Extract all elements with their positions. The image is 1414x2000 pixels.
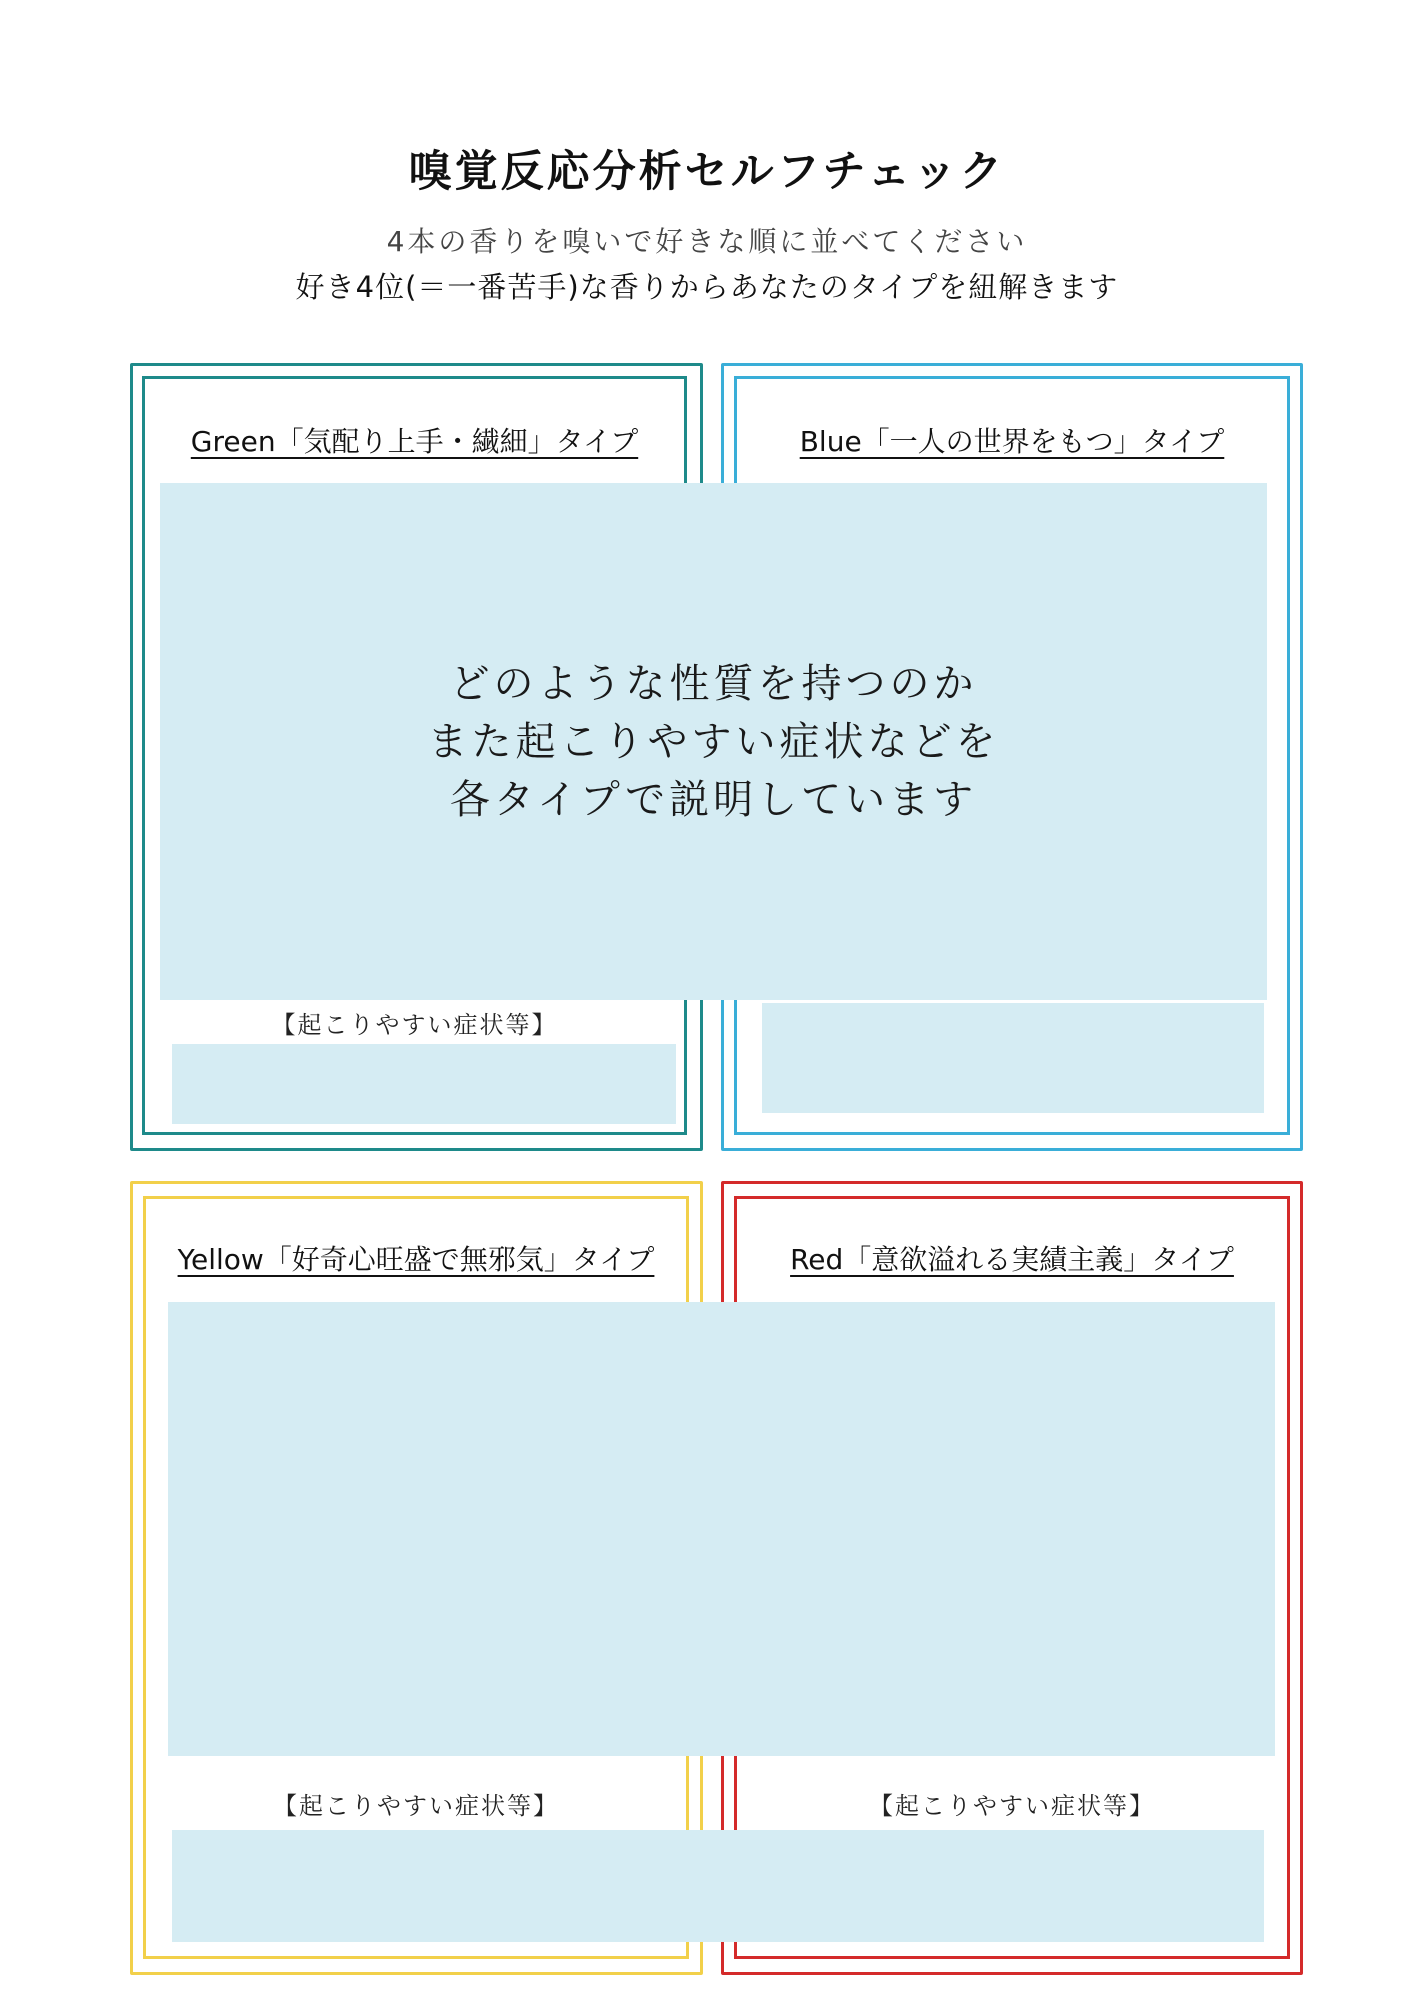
bottom-description-box: [168, 1302, 1275, 1756]
page-subtitle-bold: 好き4位(＝一番苦手)な香りからあなたのタイプを紐解きます: [295, 270, 1119, 304]
red-card-title: Red「意欲溢れる実績主義」タイプ: [790, 1243, 1234, 1276]
red-card-symptom-label: 【起こりやすい症状等】: [869, 1792, 1155, 1820]
page-title: 嗅覚反応分析セルフチェック: [408, 147, 1006, 197]
bottom-symptom-box: [172, 1830, 1264, 1942]
green-card-symptom-label: 【起こりやすい症状等】: [271, 1011, 558, 1039]
overlay-line-2: また起こりやすい症状などを: [427, 718, 1000, 765]
green-card-symptom-box: [172, 1044, 676, 1124]
page-subtitle: 4本の香りを嗅いで好きな順に並べてください: [386, 225, 1028, 258]
yellow-card-symptom-label: 【起こりやすい症状等】: [273, 1792, 559, 1820]
yellow-card-title: Yellow「好奇心旺盛で無邪気」タイプ: [177, 1243, 655, 1276]
blue-card-title: Blue「一人の世界をもつ」タイプ: [799, 425, 1225, 458]
overlay-line-3: 各タイプで説明しています: [449, 776, 978, 823]
green-card-title: Green「気配り上手・繊細」タイプ: [190, 425, 639, 458]
description-overlay-text: [160, 483, 1267, 1000]
blue-card-symptom-box: [762, 1003, 1264, 1113]
overlay-line-1: どのような性質を持つのか: [449, 660, 978, 707]
